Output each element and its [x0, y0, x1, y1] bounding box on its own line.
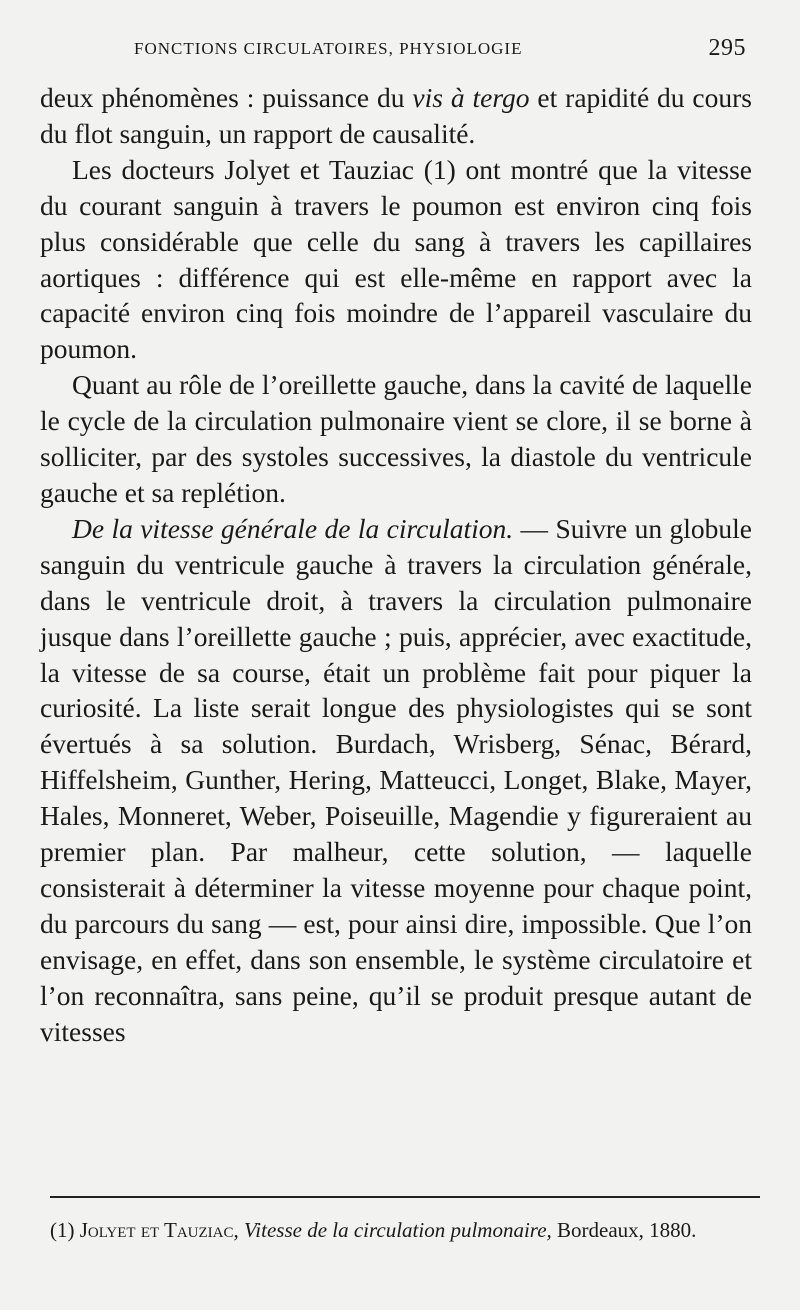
footnote-title: Vitesse de la circulation pulmonaire,	[238, 1218, 552, 1242]
footnote-place: Bordeaux, 1880.	[551, 1218, 697, 1242]
paragraph-1-text-a: deux phénomènes : puissance du	[40, 82, 413, 113]
footnote-authors: Jolyet et Tauziac,	[79, 1218, 239, 1242]
paragraph-3: Quant au rôle de l’oreillette gauche, dans la cavité de laquelle le cycle de la circulation pulmonaire vient se clore, il se borne à solliciter, par des systoles successives, la diastole du ventricule gauche et sa replétion.	[40, 369, 752, 508]
paragraph-4-text: — Suivre un globule sanguin du ventricule gauche à travers la circulation générale, dans le ventricule droit, à travers la circulation pulmonaire jusque dans l’oreillette gauche ; puis, apprécier, avec exactitude, la vitesse de sa course, était un problème fait pour piquer la curiosité. La liste serait longue des physiologistes qui se sont évertués à sa solution. Burdach, Wrisberg, Sénac, Bérard, Hiffelsheim, Gunther, Hering, Matteucci, Longet, Blake, Mayer, Hales, Monneret, Weber, Poiseuille, Magendie y figureraient au premier plan. Par malheur, cette solution, — laquelle consisterait à déterminer la vitesse moyenne pour chaque point, du parcours du sang — est, pour ainsi dire, impossible. Que l’on envisage, en effet, dans son ensemble, le système circulatoire et l’on reconnaîtra, sans peine, qu’il se produit presque autant de vitesses	[40, 512, 753, 1047]
footnote-marker: (1)	[50, 1218, 80, 1242]
page-header	[134, 35, 746, 61]
paragraph-1	[40, 80, 752, 152]
paragraph-4	[40, 511, 752, 1050]
running-title: FONCTIONS CIRCULATOIRES, PHYSIOLOGIE	[134, 39, 523, 58]
page-number: 295	[708, 35, 746, 61]
paragraph-1-text-b: et rapidité du cours du flot sanguin, un rapport de causalité.	[40, 82, 752, 149]
paragraph-1-italic: vis à tergo	[412, 82, 530, 113]
footnote	[50, 1215, 762, 1245]
section-heading-italic: De la vitesse générale de la circulation.	[72, 512, 514, 544]
footnote-divider	[50, 1196, 760, 1198]
paragraph-2: Les docteurs Jolyet et Tauziac (1) ont montré que la vitesse du courant sanguin à travers le poumon est environ cinq fois plus considérable que celle du sang à travers les capillaires aortiques : différence qui est elle-même en rapport avec la capacité environ cinq fois moindre de l’appareil vasculaire du poumon.	[40, 153, 752, 365]
body-text	[40, 80, 752, 1049]
